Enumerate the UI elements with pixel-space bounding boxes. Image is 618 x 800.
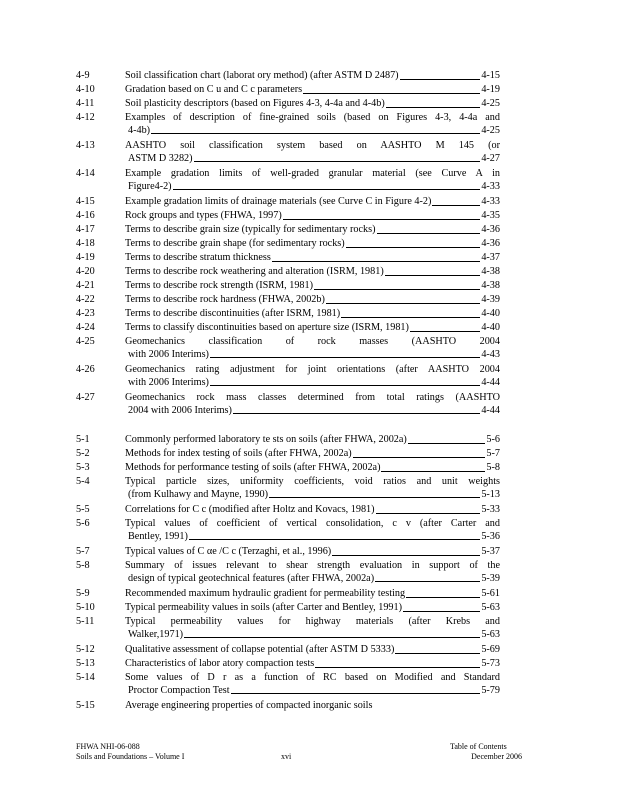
- entry-title: [125, 308, 500, 321]
- entry-line: [125, 560, 500, 573]
- entry-text: Examples of description of fine-grained soils (based on Figures 4-3, 4-4a and: [125, 112, 500, 123]
- entry-line: [125, 112, 500, 125]
- entry-title: [125, 602, 500, 615]
- table-number: 5-3: [76, 462, 90, 473]
- dot-leader: [189, 539, 480, 540]
- entry-line: [125, 153, 500, 166]
- toc-entry: [76, 672, 500, 697]
- entry-text: Terms to describe discontinuities (after ISRM, 1981): [125, 308, 341, 319]
- dot-leader: [353, 457, 486, 458]
- page-reference: 4-25: [481, 124, 500, 136]
- page-reference: 4-40: [481, 308, 500, 319]
- entry-line: [125, 308, 500, 321]
- entry-line: [125, 685, 500, 698]
- entry-line: [125, 238, 500, 251]
- entry-title: [125, 84, 500, 97]
- table-number: 5-2: [76, 448, 90, 459]
- toc-entry: [76, 588, 500, 601]
- entry-text: Geomechanics rock mass classes determined from total ratings (AASHTO: [125, 392, 500, 403]
- entry-text: Soil plasticity descriptors (based on Figures 4-3, 4-4a and 4-4b): [125, 98, 385, 109]
- toc-entry: [76, 392, 500, 417]
- entry-text: Walker,1971): [128, 628, 184, 640]
- table-number: 4-9: [76, 70, 90, 81]
- toc-entry: [76, 476, 500, 501]
- entry-line: [125, 658, 500, 671]
- table-number: 4-16: [76, 210, 95, 221]
- footer-document-title: Soils and Foundations – Volume I: [76, 752, 185, 761]
- dot-leader: [376, 513, 481, 514]
- page-reference: 4-43: [481, 348, 500, 360]
- entry-title: [125, 140, 500, 165]
- table-number: 5-7: [76, 546, 90, 557]
- entry-line: [125, 700, 500, 713]
- page-reference: 5-37: [481, 546, 500, 557]
- entry-title: [125, 196, 500, 209]
- table-number: 5-8: [76, 560, 90, 571]
- table-number: 4-14: [76, 168, 95, 179]
- entry-line: [125, 84, 500, 97]
- page-reference: 4-36: [481, 238, 500, 249]
- entry-title: [125, 98, 500, 111]
- table-number: 4-17: [76, 224, 95, 235]
- dot-leader: [272, 261, 480, 262]
- entry-text: Typical values of C αe /C c (Terzaghi, et al., 1996): [125, 546, 332, 557]
- page-reference: 5-63: [481, 602, 500, 613]
- toc-entry: [76, 560, 500, 585]
- entry-line: [125, 266, 500, 279]
- page-reference: 4-33: [481, 196, 500, 207]
- table-number: 5-14: [76, 672, 95, 683]
- entry-text: 2004 with 2006 Interims): [128, 404, 232, 416]
- entry-line: [125, 462, 500, 475]
- table-number: 5-10: [76, 602, 95, 613]
- entry-text: with 2006 Interims): [128, 348, 209, 360]
- entry-line: [125, 672, 500, 685]
- entry-title: [125, 644, 500, 657]
- entry-line: [125, 70, 500, 83]
- toc-entry: [76, 84, 500, 97]
- table-number: 5-15: [76, 700, 95, 711]
- entry-title: [125, 476, 500, 501]
- table-number: 4-27: [76, 392, 95, 403]
- entry-text: Example gradation limits of drainage materials (see Curve C in Figure 4-2): [125, 196, 432, 207]
- entry-text: Summary of issues relevant to shear strength evaluation in support of the: [125, 560, 500, 571]
- toc-entry: [76, 168, 500, 193]
- toc-entry: [76, 308, 500, 321]
- entry-title: [125, 294, 500, 307]
- page-reference: 5-33: [481, 504, 500, 515]
- entry-text: Typical values of coefficient of vertical consolidation, c v (after Carter and: [125, 518, 500, 529]
- entry-title: [125, 336, 500, 361]
- entry-title: [125, 112, 500, 137]
- entry-text: with 2006 Interims): [128, 376, 209, 388]
- entry-line: [125, 392, 500, 405]
- toc-entry: [76, 518, 500, 543]
- entry-text: design of typical geotechnical features (after FHWA, 2002a): [128, 572, 375, 584]
- toc-entry: [76, 210, 500, 223]
- dot-leader: [194, 161, 481, 162]
- entry-text: Qualitative assessment of collapse potential (after ASTM D 5333): [125, 644, 395, 655]
- entry-text: Example gradation limits of well-graded granular material (see Curve A in: [125, 168, 500, 179]
- dot-leader: [406, 597, 480, 598]
- toc-entry: [76, 266, 500, 279]
- dot-leader: [314, 289, 480, 290]
- entry-line: [125, 546, 500, 559]
- page-reference: 4-39: [481, 294, 500, 305]
- table-number: 4-22: [76, 294, 95, 305]
- dot-leader: [210, 357, 480, 358]
- toc-entry: [76, 294, 500, 307]
- entry-line: [125, 377, 500, 390]
- entry-line: [125, 98, 500, 111]
- page-reference: 4-36: [481, 224, 500, 235]
- page-reference: 5-63: [481, 628, 500, 640]
- table-number: 5-13: [76, 658, 95, 669]
- page-reference: 5-69: [481, 644, 500, 655]
- entry-text: Terms to describe rock weathering and alteration (ISRM, 1981): [125, 266, 384, 277]
- table-number: 4-26: [76, 364, 95, 375]
- dot-leader: [385, 275, 481, 276]
- footer-date: December 2006: [471, 752, 522, 761]
- page-reference: 5-61: [481, 588, 500, 599]
- toc-entry: [76, 546, 500, 559]
- entry-text: Rock groups and types (FHWA, 1997): [125, 210, 282, 221]
- entry-line: [125, 181, 500, 194]
- table-number: 5-1: [76, 434, 90, 445]
- toc-entry: [76, 336, 500, 361]
- page-reference: 4-19: [481, 84, 500, 95]
- dot-leader: [386, 107, 481, 108]
- table-number: 4-13: [76, 140, 95, 151]
- entry-title: [125, 672, 500, 697]
- entry-line: [125, 140, 500, 153]
- dot-leader: [408, 443, 486, 444]
- entry-line: [125, 405, 500, 418]
- dot-leader: [395, 653, 480, 654]
- entry-text: ASTM D 3282): [128, 152, 193, 164]
- toc-entry: [76, 658, 500, 671]
- entry-text: Terms to describe stratum thickness: [125, 252, 271, 263]
- table-number: 4-15: [76, 196, 95, 207]
- entry-text: Figure4-2): [128, 180, 172, 192]
- entry-title: [125, 280, 500, 293]
- entry-line: [125, 476, 500, 489]
- footer-left: [76, 742, 184, 762]
- entry-text: Correlations for C c (modified after Holtz and Kovacs, 1981): [125, 504, 375, 515]
- entry-line: [125, 531, 500, 544]
- entry-text: Typical permeability values in soils (after Carter and Bentley, 1991): [125, 602, 402, 613]
- dot-leader: [303, 93, 480, 94]
- entry-line: [125, 616, 500, 629]
- entry-line: [125, 294, 500, 307]
- entry-line: [125, 518, 500, 531]
- table-number: 4-18: [76, 238, 95, 249]
- entry-text: Recommended maximum hydraulic gradient for permeability testing: [125, 588, 406, 599]
- table-number: 4-23: [76, 308, 95, 319]
- dot-leader: [346, 247, 481, 248]
- entry-text: Typical permeability values for highway materials (after Krebs and: [125, 616, 500, 627]
- table-number: 4-21: [76, 280, 95, 291]
- entry-title: [125, 560, 500, 585]
- page-reference: 4-44: [481, 404, 500, 416]
- entry-title: [125, 364, 500, 389]
- entry-text: Commonly performed laboratory te sts on soils (after FHWA, 2002a): [125, 434, 407, 445]
- toc-entry: [76, 364, 500, 389]
- table-number: 5-5: [76, 504, 90, 515]
- entry-text: Some values of D r as a function of RC based on Modified and Standard: [125, 672, 500, 683]
- entry-title: [125, 70, 500, 83]
- toc-entry: [76, 238, 500, 251]
- toc-entry: [76, 112, 500, 137]
- entry-text: Terms to describe grain size (typically for sedimentary rocks): [125, 224, 376, 235]
- entry-text: Terms to describe rock hardness (FHWA, 2002b): [125, 294, 325, 305]
- entry-text: Methods for performance testing of soils (after FHWA, 2002a): [125, 462, 381, 473]
- page-reference: 5-6: [486, 434, 500, 445]
- entry-line: [125, 504, 500, 517]
- entry-text: 4-4b): [128, 124, 151, 136]
- page-reference: 4-38: [481, 266, 500, 277]
- dot-leader: [269, 497, 480, 498]
- entry-line: [125, 588, 500, 601]
- dot-leader: [400, 79, 481, 80]
- table-number: 5-4: [76, 476, 90, 487]
- table-number: 4-24: [76, 322, 95, 333]
- toc-entry: [76, 140, 500, 165]
- entry-text: Terms to describe grain shape (for sedimentary rocks): [125, 238, 345, 249]
- dot-leader: [432, 205, 480, 206]
- table-number: 5-11: [76, 616, 95, 627]
- entry-title: [125, 266, 500, 279]
- dot-leader: [403, 611, 480, 612]
- entry-line: [125, 336, 500, 349]
- toc-entry: [76, 616, 500, 641]
- entry-title: [125, 224, 500, 237]
- entry-title: [125, 518, 500, 543]
- page-reference: 4-38: [481, 280, 500, 291]
- dot-leader: [381, 471, 485, 472]
- dot-leader: [315, 667, 480, 668]
- entry-line: [125, 168, 500, 181]
- entry-text: (from Kulhawy and Mayne, 1990): [128, 488, 269, 500]
- entry-title: [125, 434, 500, 447]
- entry-title: [125, 168, 500, 193]
- table-number: 5-12: [76, 644, 95, 655]
- entry-line: [125, 364, 500, 377]
- toc-entry: [76, 602, 500, 615]
- page-reference: 4-33: [481, 180, 500, 192]
- entry-text: Gradation based on C u and C c parameters: [125, 84, 303, 95]
- entry-text: Average engineering properties of compacted inorganic soils: [125, 700, 373, 711]
- dot-leader: [210, 385, 480, 386]
- dot-leader: [377, 233, 481, 234]
- footer-page-number: xvi: [281, 752, 292, 761]
- page-reference: 5-8: [486, 462, 500, 473]
- table-number: 5-9: [76, 588, 90, 599]
- entry-line: [125, 210, 500, 223]
- entry-text: Bentley, 1991): [128, 530, 188, 542]
- entry-title: [125, 392, 500, 417]
- dot-leader: [233, 413, 480, 414]
- entry-text: Proctor Compaction Test: [128, 684, 230, 696]
- page-reference: 4-40: [481, 322, 500, 333]
- entry-line: [125, 322, 500, 335]
- page-reference: 5-7: [486, 448, 500, 459]
- page-reference: 4-25: [481, 98, 500, 109]
- entry-text: Geomechanics classification of rock masses (AASHTO 2004: [125, 336, 500, 347]
- dot-leader: [341, 317, 480, 318]
- table-number: 4-20: [76, 266, 95, 277]
- entry-line: [125, 125, 500, 138]
- entry-text: Soil classification chart (laborat ory method) (after ASTM D 2487): [125, 70, 399, 81]
- toc-entry: [76, 196, 500, 209]
- page-reference: 5-39: [481, 572, 500, 584]
- toc-entry: [76, 70, 500, 83]
- entry-line: [125, 448, 500, 461]
- entry-title: [125, 238, 500, 251]
- table-number: 4-25: [76, 336, 95, 347]
- toc-entry: [76, 252, 500, 265]
- toc-entry: [76, 448, 500, 461]
- table-number: 5-6: [76, 518, 90, 529]
- entry-text: Characteristics of labor atory compaction tests: [125, 658, 315, 669]
- dot-leader: [184, 637, 480, 638]
- toc-entry: [76, 644, 500, 657]
- dot-leader: [375, 581, 480, 582]
- entry-title: [125, 252, 500, 265]
- toc-entry: [76, 224, 500, 237]
- entry-title: [125, 616, 500, 641]
- entry-line: [125, 349, 500, 362]
- toc-entry: [76, 504, 500, 517]
- page-reference: 5-13: [481, 488, 500, 500]
- entry-title: [125, 700, 500, 713]
- dot-leader: [283, 219, 481, 220]
- page-reference: 4-44: [481, 376, 500, 388]
- table-number: 4-19: [76, 252, 95, 263]
- entry-line: [125, 252, 500, 265]
- page-reference: 5-73: [481, 658, 500, 669]
- entry-title: [125, 462, 500, 475]
- entry-text: AASHTO soil classification system based on AASHTO M 145 (or: [125, 140, 500, 151]
- footer-section-name: Table of Contents: [450, 742, 507, 751]
- footer-publication-number: FHWA NHI-06-088: [76, 742, 140, 751]
- entry-title: [125, 658, 500, 671]
- table-number: 4-12: [76, 112, 95, 123]
- dot-leader: [231, 693, 481, 694]
- page-reference: 4-15: [481, 70, 500, 81]
- toc-entry: [76, 700, 500, 713]
- toc-entry: [76, 98, 500, 111]
- entry-text: Typical particle sizes, uniformity coefficients, void ratios and unit weights: [125, 476, 500, 487]
- entry-line: [125, 573, 500, 586]
- entry-text: Methods for index testing of soils (after FHWA, 2002a): [125, 448, 352, 459]
- entry-text: Terms to describe rock strength (ISRM, 1981): [125, 280, 314, 291]
- page-reference: 4-37: [481, 252, 500, 263]
- entry-line: [125, 602, 500, 615]
- entry-line: [125, 280, 500, 293]
- toc-entry: [76, 322, 500, 335]
- page-reference: 4-35: [481, 210, 500, 221]
- dot-leader: [326, 303, 480, 304]
- entry-text: Geomechanics rating adjustment for joint orientations (after AASHTO 2004: [125, 364, 500, 375]
- entry-line: [125, 644, 500, 657]
- table-number: 4-10: [76, 84, 95, 95]
- page-reference: 4-27: [481, 152, 500, 164]
- dot-leader: [151, 133, 480, 134]
- dot-leader: [173, 189, 481, 190]
- dot-leader: [410, 331, 480, 332]
- entry-line: [125, 629, 500, 642]
- toc-entry: [76, 462, 500, 475]
- entry-line: [125, 224, 500, 237]
- page-reference: 5-79: [481, 684, 500, 696]
- table-number: 4-11: [76, 98, 95, 109]
- entry-line: [125, 434, 500, 447]
- footer-right: [450, 742, 522, 762]
- page-reference: 5-36: [481, 530, 500, 542]
- entry-title: [125, 504, 500, 517]
- entry-line: [125, 196, 500, 209]
- entry-title: [125, 588, 500, 601]
- entry-text: Terms to classify discontinuities based on aperture size (ISRM, 1981): [125, 322, 409, 333]
- toc-entry: [76, 280, 500, 293]
- entry-line: [125, 489, 500, 502]
- entry-title: [125, 322, 500, 335]
- dot-leader: [332, 555, 480, 556]
- entry-title: [125, 210, 500, 223]
- entry-title: [125, 546, 500, 559]
- toc-entry: [76, 434, 500, 447]
- entry-title: [125, 448, 500, 461]
